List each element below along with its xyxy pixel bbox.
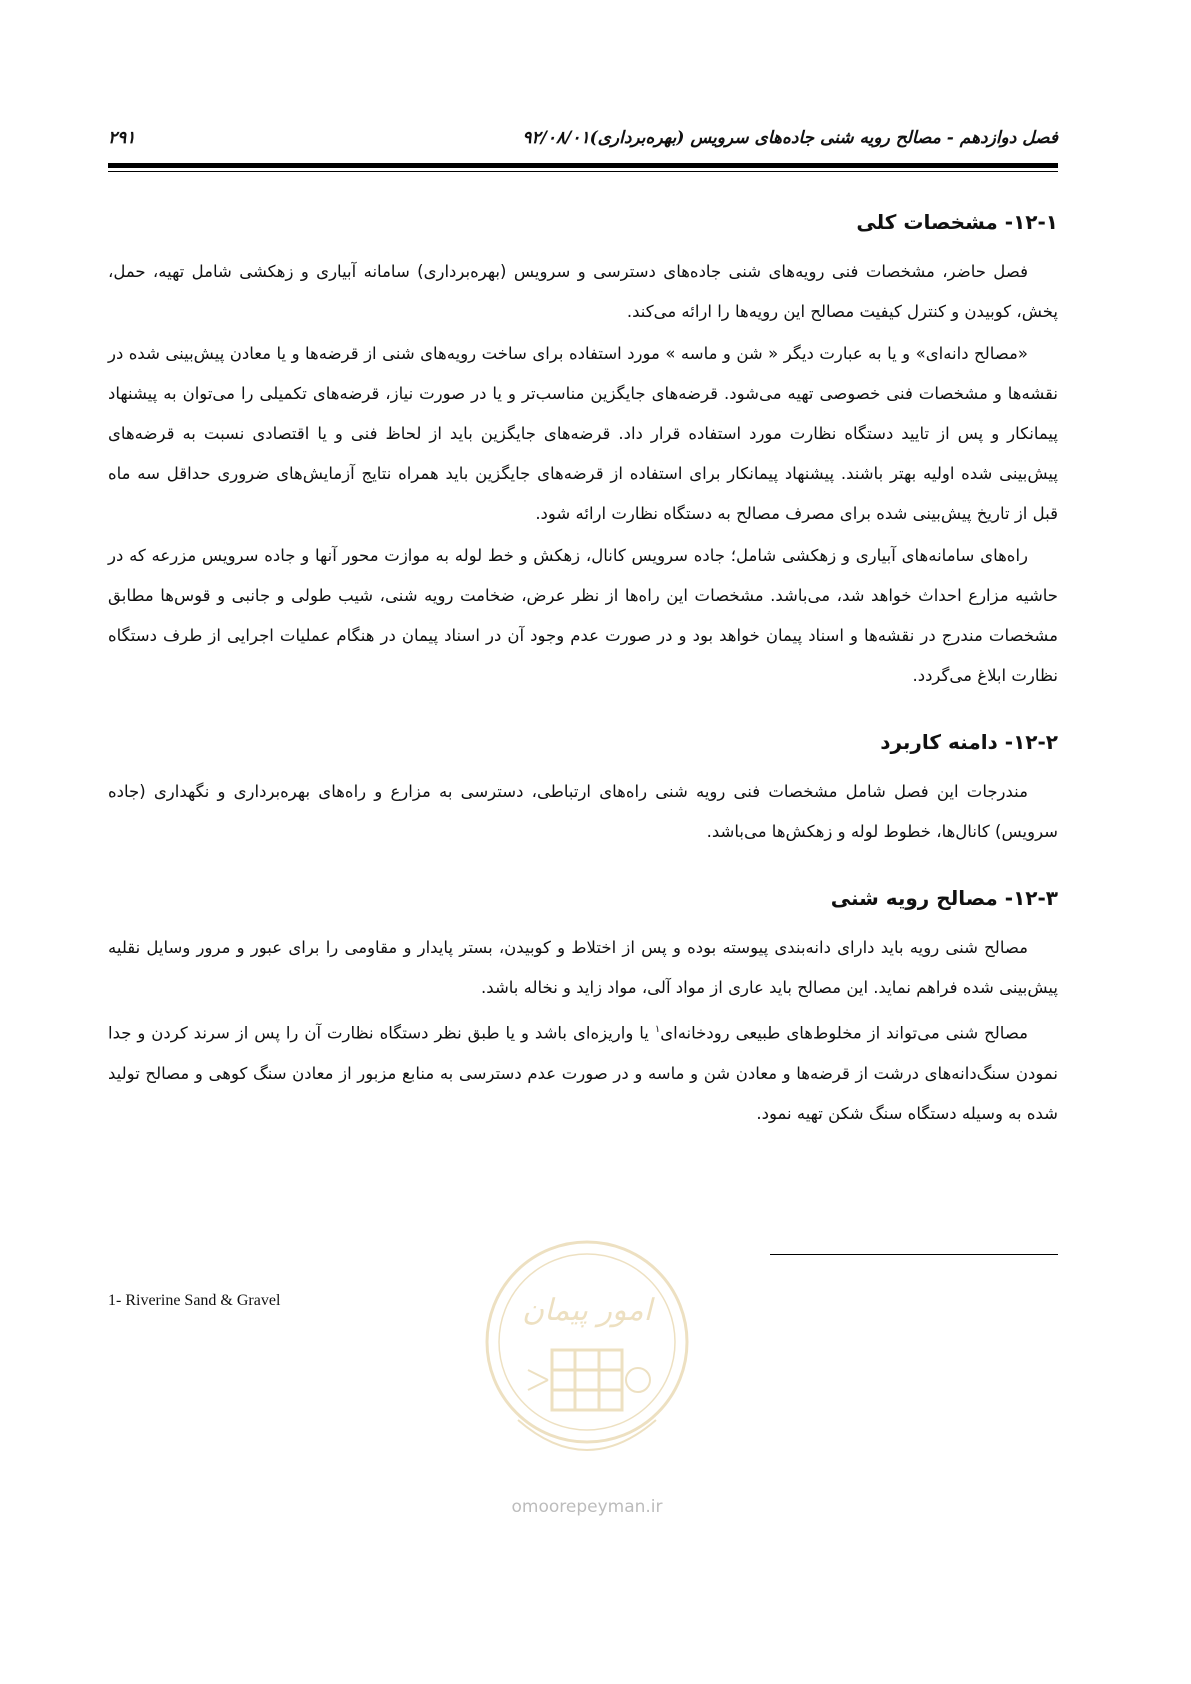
footnote-marker: ۱ bbox=[654, 1024, 661, 1035]
footnote-rule bbox=[770, 1254, 1058, 1255]
paragraph: «مصالح دانه‌ای» و یا به عبارت دیگر « شن و ماسه » مورد استفاده برای ساخت رویه‌های شنی از قرضه‌ها و یا معادن پیش‌بینی شده در نقشه‌ها و مشخصات فنی خصوصی تهیه می‌شود. قرضه‌های جایگزین مناسب‌تر و یا در صورت نیاز، قرضه‌های تکمیلی را می‌توان به پیشنهاد پیمانکار و پس از تایید دستگاه نظارت مورد استفاده قرار داد. قرضه‌های جایگزین باید از لحاظ فنی و یا اقتصادی نسبت به قرضه‌های پیش‌بینی شده اولیه بهتر باشند. پیشنهاد پیمانکار برای استفاده از قرضه‌های جایگزین باید همراه نتایج آزمایش‌های ضروری حداقل سه ماه قبل از تاریخ پیش‌بینی شده برای مصرف مصالح به دستگاه نظارت ارائه شود. bbox=[108, 344, 1058, 523]
footnote-text: 1- Riverine Sand & Gravel bbox=[108, 1292, 281, 1309]
header-rule-thin bbox=[108, 171, 1058, 172]
section-heading-scope: ۱۲-۲- دامنه کاربرد bbox=[880, 730, 1058, 754]
paragraph: مصالح شنی رویه باید دارای دانه‌بندی پیوسته بوده و پس از اختلاط و کوبیدن، بستر پایدار و مقاومی را برای عبور و مرور وسایل نقلیه پیش‌بینی شده فراهم نماید. این مصالح باید عاری از مواد آلی، مواد زاید و نخاله باشد. bbox=[108, 938, 1058, 997]
watermark-seal-icon bbox=[478, 1230, 696, 1470]
watermark-site: omoorepeyman.ir bbox=[511, 1497, 663, 1517]
paragraph: مندرجات این فصل شامل مشخصات فنی رویه شنی راه‌های ارتباطی، دسترسی به مزارع و راه‌های بهره‌برداری و نگهداری (جاده سرویس) کانال‌ها، خطوط لوله و زهکش‌ها می‌باشد. bbox=[108, 782, 1058, 841]
document-body bbox=[108, 210, 1058, 1136]
paragraph-with-footnote bbox=[108, 1010, 1058, 1134]
header-rule-thick bbox=[108, 163, 1058, 168]
section-heading-materials: ۱۲-۳- مصالح رویه شنی bbox=[830, 886, 1058, 910]
paragraph: راه‌های سامانه‌های آبیاری و زهکشی شامل؛ جاده سرویس کانال، زهکش و خط لوله به موازت محور آنها و جاده سرویس مزرعه که در حاشیه مزارع احداث خواهد شد، می‌باشد. مشخصات این راه‌ها از نظر عرض، ضخامت رویه شنی، شیب طولی و جانبی و قوس‌ها مطابق مشخصات مندرج در نقشه‌ها و اسناد پیمان خواهد بود و در صورت عدم وجود آن در اسناد پیمان در هنگام عملیات اجرایی از طرف دستگاه نظارت ابلاغ می‌گردد. bbox=[108, 546, 1058, 685]
section-heading-general: ۱۲-۱- مشخصات کلی bbox=[856, 210, 1058, 234]
paragraph-text-before: مصالح شنی می‌تواند از مخلوط‌های طبیعی رودخانه‌ای bbox=[660, 1023, 1028, 1043]
paragraph-text-after: یا واریزه‌ای باشد و یا طبق نظر دستگاه نظارت آن را پس از سرند کردن و جدا نمودن سنگ‌دانه‌های درشت از قرضه‌ها و معادن شن و ماسه و در صورت عدم دسترسی به منابع مزبور از معادن سنگ کوهی و مصالح تولید شده به وسیله دستگاه سنگ شکن تهیه نمود. bbox=[108, 1023, 1058, 1123]
paragraph: فصل حاضر، مشخصات فنی رویه‌های شنی جاده‌های دسترسی و سرویس (بهره‌برداری) سامانه آبیاری و زهکشی شامل تهیه، حمل، پخش، کوبیدن و کنترل کیفیت مصالح این رویه‌ها را ارائه می‌کند. bbox=[108, 262, 1058, 321]
page-number: ۲۹۱ bbox=[108, 128, 136, 148]
page-header bbox=[108, 128, 1058, 162]
watermark-logo-text: امور پیمان bbox=[522, 1293, 652, 1328]
chapter-title: فصل دوازدهم - مصالح رویه شنی جاده‌های سرویس (بهره‌برداری)۹۲/۰۸/۰۱ bbox=[522, 128, 1058, 148]
